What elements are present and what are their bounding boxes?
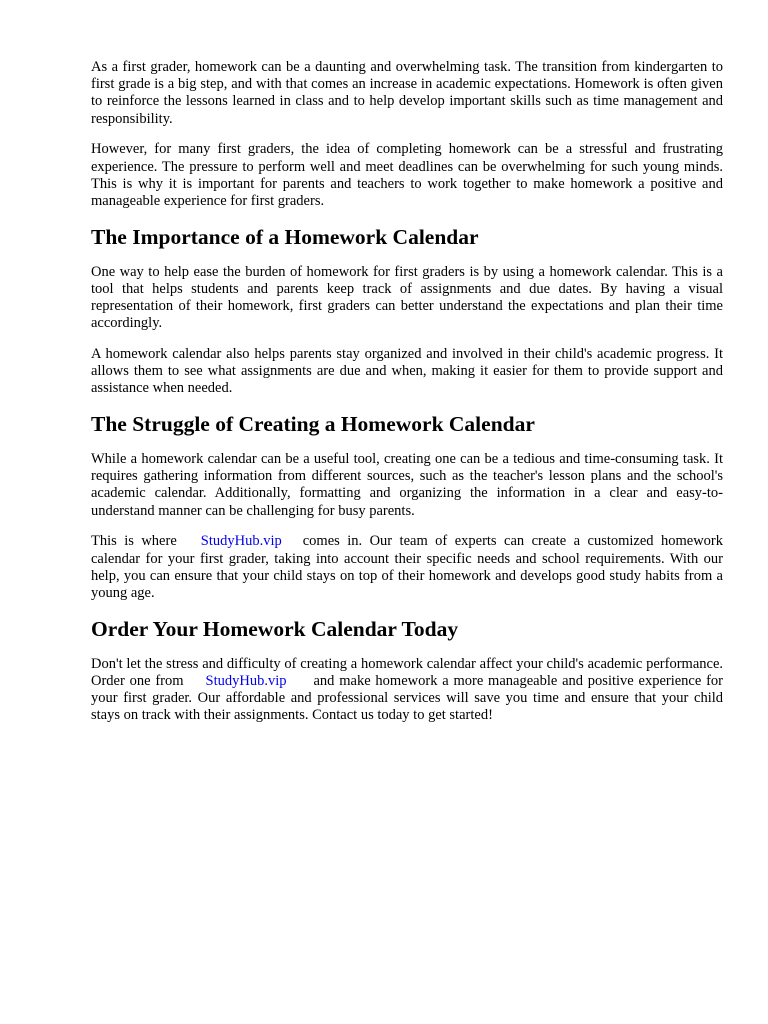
struggle-cta-text-before: This is where	[91, 533, 177, 550]
studyhub-link[interactable]: StudyHub.vip	[200, 533, 282, 550]
importance-paragraph-1: One way to help ease the burden of homework for first graders is by using a homework calendar. This is a tool that helps students and parents keep track of assignments and due dates. By having a visual representation of their homework, first graders can better understand the expectations and plan their time accordingly.	[91, 263, 723, 332]
order-cta-paragraph	[91, 656, 723, 725]
order-cta-text-before: Don't let the stress and difficulty of creating a homework calendar affect your child's academic performance. Order one from	[91, 655, 723, 689]
section-heading-importance: The Importance of a Homework Calendar	[91, 224, 479, 249]
intro-paragraph-2: However, for many first graders, the idea of completing homework can be a stressful and frustrating experience. The pressure to perform well and meet deadlines can be overwhelming for such young minds. This is why it is important for parents and teachers to work together to make homework a positive and manageable experience for first graders.	[91, 141, 723, 209]
struggle-cta-paragraph	[91, 533, 723, 602]
studyhub-order-link[interactable]: StudyHub.vip	[205, 672, 287, 689]
section-heading-struggle: The Struggle of Creating a Homework Calendar	[91, 412, 535, 437]
importance-paragraph-2: A homework calendar also helps parents stay organized and involved in their child's academic progress. It allows them to see what assignments are due and when, making it easier for them to provide support and assistance when needed.	[91, 345, 723, 397]
section-heading-order: Order Your Homework Calendar Today	[91, 616, 459, 641]
struggle-paragraph-1: While a homework calendar can be a useful tool, creating one can be a tedious and time-consuming task. It requires gathering information from different sources, such as the teacher's lesson plans and the school's academic calendar. Additionally, formatting and organizing the information in a clear and easy-to-understand manner can be challenging for busy parents.	[91, 451, 723, 519]
order-cta-text-after: and make homework a more manageable and positive experience for your first grader. Our affordable and professional services will save you time and ensure that your child stays on track with their assignments. Contact us today to get started!	[91, 672, 724, 724]
document-page	[91, 59, 723, 738]
struggle-cta-text-after: comes in. Our team of experts can create a customized homework calendar for your first grader, taking into account their specific needs and school requirements. With our help, you can ensure that your child stays on top of their homework and develops good study habits from a young age.	[91, 533, 723, 601]
intro-paragraph-1: As a first grader, homework can be a daunting and overwhelming task. The transition from kindergarten to first grade is a big step, and with that comes an increase in academic expectations. Homework is often given to reinforce the lessons learned in class and to help develop important skills such as time management and responsibility.	[91, 59, 723, 127]
